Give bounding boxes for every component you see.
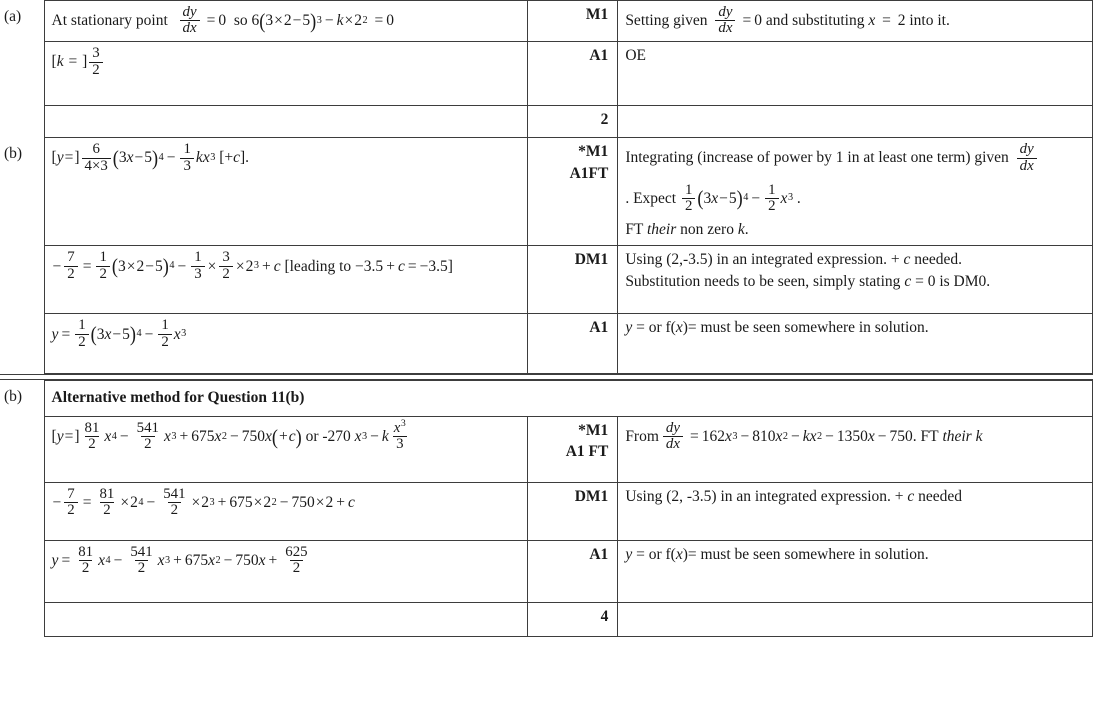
notes-line-2: Substitution needs to be seen, simply stating c = 0 is DM0. [625, 272, 991, 290]
working-expression: y = $\frac{1}{2}$ ( 3 x − 5 ) 4 − $\frac{1}{2}$ x 3 [51, 317, 187, 350]
static-text: . Expect [625, 189, 677, 207]
fraction-one-half: $\frac{1}{2}$ [765, 183, 778, 214]
derivative-dy-dx: $\frac{dy}{dx}$ [1017, 142, 1037, 173]
static-text: or [305, 428, 319, 446]
part-label-spacer [0, 482, 44, 540]
mark-primary: *M1 [578, 421, 609, 439]
working-cell-empty [44, 106, 528, 138]
coefficient: 6 [251, 12, 260, 30]
table-row [0, 314, 1093, 374]
working-cell-b3 [44, 314, 528, 374]
fraction-541-halves: $\frac{541}{2}$ [130, 543, 153, 577]
table-row [0, 540, 1093, 602]
fraction-three-halves: $\frac{3}{2}$ [219, 250, 232, 281]
notes-text: Using (2, -3.5) in an integrated expression. + c needed [625, 487, 963, 505]
mark-cell-b3: A1 [528, 314, 618, 374]
working-expression: At stationary point $\frac{dy}{dx}$ = 0 so 6 ( 3 × 2 − 5 ) 3 − k × 2 2 = 0 [51, 4, 394, 37]
working-expression: [ k = ] $\frac{3}{2}$ [52, 46, 105, 77]
part-label-a: (a) [0, 1, 44, 42]
mark-cell-b2: DM1 [528, 246, 618, 314]
paren-group: ( 3 x − 5 ) [112, 146, 159, 170]
working-expression: − $\frac{7}{2}$ = $\frac{1}{2}$ ( 3 × 2 − 5 ) 4 − $\frac{1}{3}$ × $\frac{3}{2}$ × 2 3 + c [leading to −3.5 + c = −3.5] [52, 249, 453, 282]
working-cell-alt2 [44, 482, 528, 540]
static-text: [leading to −3.5 [284, 257, 384, 275]
table-row [0, 1, 1093, 42]
working-cell-a1 [44, 1, 528, 42]
notes-line-1: Using (2,-3.5) in an integrated expression. + c needed. [625, 251, 963, 269]
static-text: [ [51, 149, 57, 167]
static-text: ]. [239, 149, 250, 167]
notes-text: Setting given $\frac{dy}{dx}$ = 0 and substituting x = 2 into it. [625, 4, 950, 37]
notes-text: y = or f(x)= must be seen somewhere in solution. [625, 545, 929, 563]
mark-primary: *M1 [578, 143, 609, 161]
paren-group: ( 3 × 2 − 5 ) [111, 254, 169, 278]
fraction-one-half: $\frac{1}{2}$ [158, 318, 171, 349]
mark-scheme-table-alternative [0, 380, 1093, 636]
notes-text: y = or f(x)= must be seen somewhere in solution. [625, 319, 929, 337]
static-text: −3.5] [419, 257, 453, 275]
fraction-x-cubed-over-three: $\frac{x^3}{3}$ [393, 417, 406, 453]
numerator: dy [182, 4, 197, 20]
fraction-one-third: $\frac{1}{3}$ [180, 142, 193, 173]
part-label-spacer [0, 540, 44, 602]
paren-group: ( 3 x − 5 ) [697, 186, 743, 211]
working-cell-b2 [44, 246, 528, 314]
mark-cell-alt2: DM1 [528, 482, 618, 540]
equals-sign: = [206, 12, 216, 30]
notes-cell-empty [618, 106, 1093, 138]
notes-cell-b1 [618, 138, 1093, 246]
static-text: ] [74, 149, 80, 167]
mark-cell-a2: A1 [528, 42, 618, 106]
total-mark-a: 2 [528, 106, 618, 138]
total-mark-b: 4 [528, 602, 618, 636]
notes-cell-alt3 [618, 540, 1093, 602]
paren-group: ( 3 x − 5 ) [90, 322, 136, 346]
notes-cell-alt2 [618, 482, 1093, 540]
static-text: [ [51, 428, 57, 446]
mark-cell-alt1 [528, 416, 618, 482]
notes-line-1 [625, 142, 1040, 173]
mark-cell-a1: M1 [528, 1, 618, 42]
notes-emphasis: their [942, 428, 972, 446]
derivative-dy-dx: $\frac{dy}{dx}$ [715, 5, 735, 36]
derivative-dy-dx: $\frac{dy}{dx}$ [663, 421, 683, 452]
working-cell-alt3 [44, 540, 528, 602]
fraction-seven-halves: $\frac{7}{2}$ [64, 250, 77, 281]
paren-group: ( 3 × 2 − 5 ) [259, 8, 317, 33]
mark-secondary: A1FT [569, 164, 609, 182]
table-row-heading [0, 381, 1093, 416]
fraction-six-over-twelve: $\frac{6}{4\times 3}$ [82, 142, 111, 173]
static-text: [+ [219, 149, 234, 167]
mark-secondary: A1 FT [565, 443, 609, 461]
notes-cell-b2 [618, 246, 1093, 314]
notes-text: From $\frac{dy}{dx}$ = 162 x 3 − 810 x 2 − kx 2 − 1350 x − 750 . FT their k [625, 419, 983, 453]
mark-cell-alt3: A1 [528, 540, 618, 602]
table-row [0, 42, 1093, 106]
fraction-625-halves: $\frac{625}{2}$ [285, 543, 308, 577]
working-expression: [ y = ] $\frac{6}{4\times 3}$ ( 3 x − 5 ) 4 − $\frac{1}{3}$ k x 3 [+ c ]. [51, 141, 250, 174]
notes-prefix: From [625, 428, 659, 446]
table-row-total [0, 106, 1093, 138]
working-expression: y = $\frac{81}{2}$ x 4 − $\frac{541}{2}$ x 3 + 675 x 2 − 750 x + $\frac{625}{2}$ [52, 545, 313, 576]
notes-suffix: non zero k. [676, 221, 749, 239]
notes-cell-a1 [618, 1, 1093, 42]
working-expression: − $\frac{7}{2}$ = $\frac{81}{2}$ × 2 4 − $\frac{541}{2}$ × 2 3 + 675 × 2 2 − 750 × 2 + c [52, 485, 355, 519]
table-row [0, 482, 1093, 540]
part-label-spacer [0, 42, 44, 106]
static-text: and substituting [765, 12, 865, 30]
mark-cell-b1 [528, 138, 618, 246]
table-row [0, 138, 1093, 246]
part-label-spacer [0, 314, 44, 374]
part-label-b: (b) [0, 138, 44, 246]
static-text: ] [82, 53, 88, 71]
alternative-method-heading: Alternative method for Question 11(b) [44, 381, 1092, 416]
static-text: so [233, 12, 248, 30]
table-row [0, 416, 1093, 482]
fraction-541-halves: $\frac{541}{2}$ [136, 419, 159, 453]
table-row-total [0, 602, 1093, 636]
notes-line-2: . Expect $\frac{1}{2}$ ( 3 x − 5 ) 4 − $\frac{1}{2}$ x 3 . [625, 181, 801, 214]
part-label-spacer [0, 106, 44, 138]
fraction-one-half: $\frac{1}{2}$ [682, 183, 695, 214]
working-cell-b1 [44, 138, 528, 246]
notes-cell-a2: OE [618, 42, 1093, 106]
notes-cell-alt1 [618, 416, 1093, 482]
working-cell-a2 [44, 42, 528, 106]
working-expression: [ y = ] $\frac{81}{2}$ x 4 − $\frac{541}{2}$ x 3 + 675 x 2 − 750 x ( + c ) or -270 x 3 − k $\frac{x^3}{3}$ [52, 421, 411, 452]
working-cell-empty [44, 602, 528, 636]
static-text: . [793, 189, 801, 207]
notes-cell-b3 [618, 314, 1093, 374]
notes-emphasis: their [647, 221, 677, 239]
notes-prefix: FT [625, 221, 647, 239]
fraction-eightyone-halves: $\frac{81}{2}$ [99, 485, 115, 519]
notes-line-3 [625, 220, 1085, 240]
derivative-dy-dx [180, 5, 200, 36]
fraction-eightyone-halves: $\frac{81}{2}$ [84, 419, 100, 453]
part-label-b-alt: (b) [0, 381, 44, 416]
fraction-eightyone-halves: $\frac{81}{2}$ [78, 543, 94, 577]
part-label-spacer [0, 246, 44, 314]
static-text: Setting given [625, 12, 708, 30]
part-label-spacer [0, 602, 44, 636]
notes-cell-empty [618, 602, 1093, 636]
fraction-one-third: $\frac{1}{3}$ [191, 250, 204, 281]
fraction-541-halves: $\frac{541}{2}$ [163, 485, 186, 519]
static-text: . FT [912, 428, 943, 446]
static-text: ] [74, 428, 80, 446]
static-text: into it. [909, 12, 950, 30]
denominator: dx [180, 20, 200, 36]
part-label-spacer [0, 416, 44, 482]
fraction-three-halves: $\frac{3}{2}$ [89, 46, 102, 77]
table-row [0, 246, 1093, 314]
fraction-one-half: $\frac{1}{2}$ [96, 250, 109, 281]
fraction-one-half: $\frac{1}{2}$ [75, 318, 88, 349]
static-text: [ [51, 53, 57, 71]
value-zero: 0 [218, 12, 227, 30]
fraction-seven-halves: $\frac{7}{2}$ [64, 487, 77, 518]
static-text: Integrating (increase of power by 1 in at least one term) given [625, 149, 1009, 167]
static-text: At stationary point [51, 12, 168, 30]
working-cell-alt1 [44, 416, 528, 482]
